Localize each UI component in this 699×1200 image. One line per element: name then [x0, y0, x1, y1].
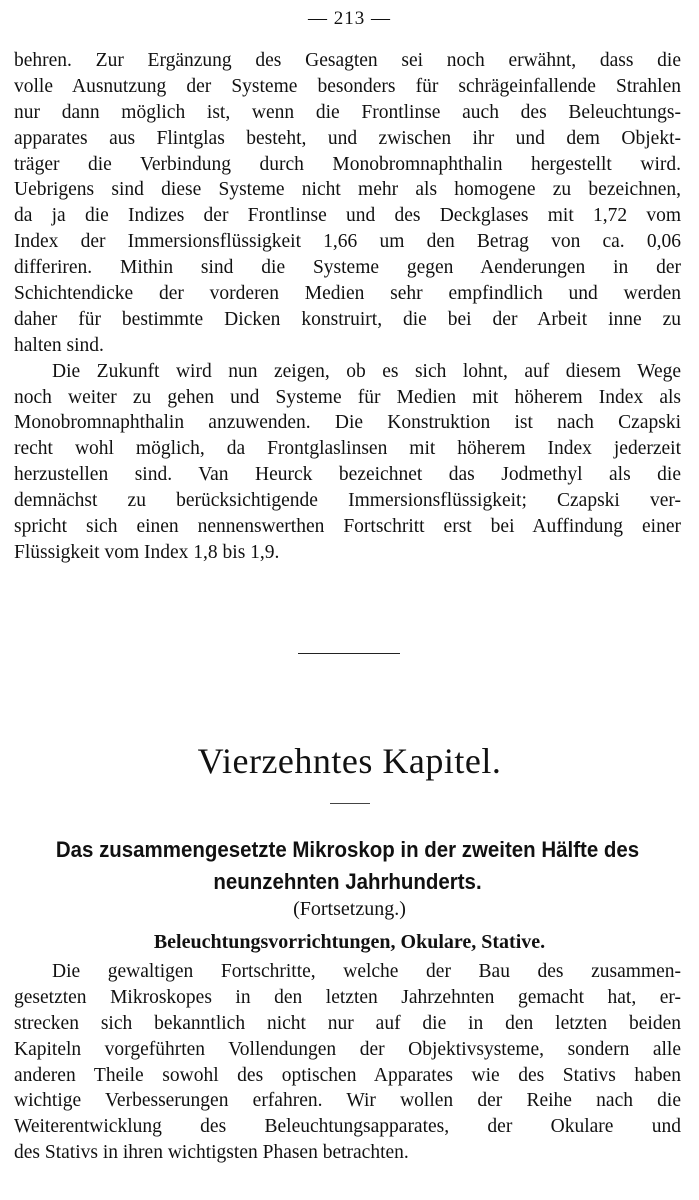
text-line: da ja die Indizes der Frontlinse und des Deckglases mit 1,72 vom [14, 205, 681, 227]
text-line: halten sind. [14, 334, 104, 356]
text-line: Weiterentwicklung des Beleuchtungsapparates, der Okulare und [14, 1116, 681, 1138]
text-line: gesetzten Mikroskopes in den letzten Jahrzehnten gemacht hat, er- [14, 986, 681, 1008]
section-divider [298, 653, 400, 654]
text-line: wichtige Verbesserungen erfahren. Wir wollen der Reihe nach die [14, 1090, 681, 1112]
section-subheading: Beleuchtungsvorrichtungen, Okulare, Stative. [153, 931, 546, 953]
text-line: Flüssigkeit vom Index 1,8 bis 1,9. [14, 541, 280, 563]
text-line: recht wohl möglich, da Frontglaslinsen mit höherem Index jederzeit [14, 438, 681, 460]
text-line: nur dann möglich ist, wenn die Frontlinse auch des Beleuchtungs- [14, 101, 681, 123]
text-line: noch weiter zu gehen und Systeme für Medien mit höherem Index als [14, 386, 681, 408]
text-line: Kapiteln vorgeführten Vollendungen der Objektivsysteme, sondern alle [14, 1038, 681, 1060]
text-line: Index der Immersionsflüssigkeit 1,66 um den Betrag von ca. 0,06 [14, 231, 681, 253]
text-line: herzustellen sind. Van Heurck bezeichnet das Jodmethyl als die [14, 464, 681, 486]
chapter-title-rule [330, 803, 370, 804]
page-number: — 213 — [308, 8, 391, 29]
text-line: Monobromnaphthalin anzuwenden. Die Konstruktion ist nach Czapski [14, 412, 681, 434]
section-heading-line: neunzehnten Jahrhunderts. [213, 869, 482, 894]
text-line: differiren. Mithin sind die Systeme gegen Aenderungen in der [14, 257, 681, 279]
text-line: Uebrigens sind diese Systeme nicht mehr als homogene zu bezeichnen, [14, 179, 681, 201]
chapter-title: Vierzehntes Kapitel. [197, 741, 502, 781]
text-line: demnächst zu berücksichtigende Immersionsflüssigkeit; Czapski ver- [14, 490, 681, 512]
section-heading-line: Das zusammengesetzte Mikroskop in der zweiten Hälfte des [55, 837, 640, 862]
text-line: apparates aus Flintglas besteht, und zwischen ihr und dem Objekt- [14, 127, 681, 149]
text-line: behren. Zur Ergänzung des Gesagten sei noch erwähnt, dass die [14, 50, 681, 71]
text-line: Die gewaltigen Fortschritte, welche der Bau des zusammen- [52, 961, 681, 982]
paragraph-intro [14, 959, 681, 1166]
text-line: spricht sich einen nennenswerthen Fortschritt erst bei Auffindung einer [14, 516, 681, 538]
text-line: anderen Theile sowohl des optischen Apparates wie des Stativs haben [14, 1064, 681, 1086]
text-line: träger die Verbindung durch Monobromnaphthalin hergestellt wird. [14, 153, 681, 175]
text-line: strecken sich bekanntlich nicht nur auf die in den letzten beiden [14, 1012, 681, 1034]
text-line: Die Zukunft wird nun zeigen, ob es sich lohnt, auf diesem Wege [52, 360, 681, 382]
text-line: Schichtendicke der vorderen Medien sehr empfindlich und werden [14, 283, 681, 305]
section-heading [37, 834, 657, 898]
text-line: volle Ausnutzung der Systeme besonders für schrägeinfallende Strahlen [14, 75, 681, 97]
text-line: des Stativs in ihren wichtigsten Phasen betrachten. [14, 1142, 409, 1164]
text-line: daher für bestimmte Dicken konstruirt, die bei der Arbeit inne zu [14, 308, 681, 330]
paragraph-continuation [14, 48, 681, 566]
chapter-subtitle: (Fortsetzung.) [293, 898, 406, 920]
